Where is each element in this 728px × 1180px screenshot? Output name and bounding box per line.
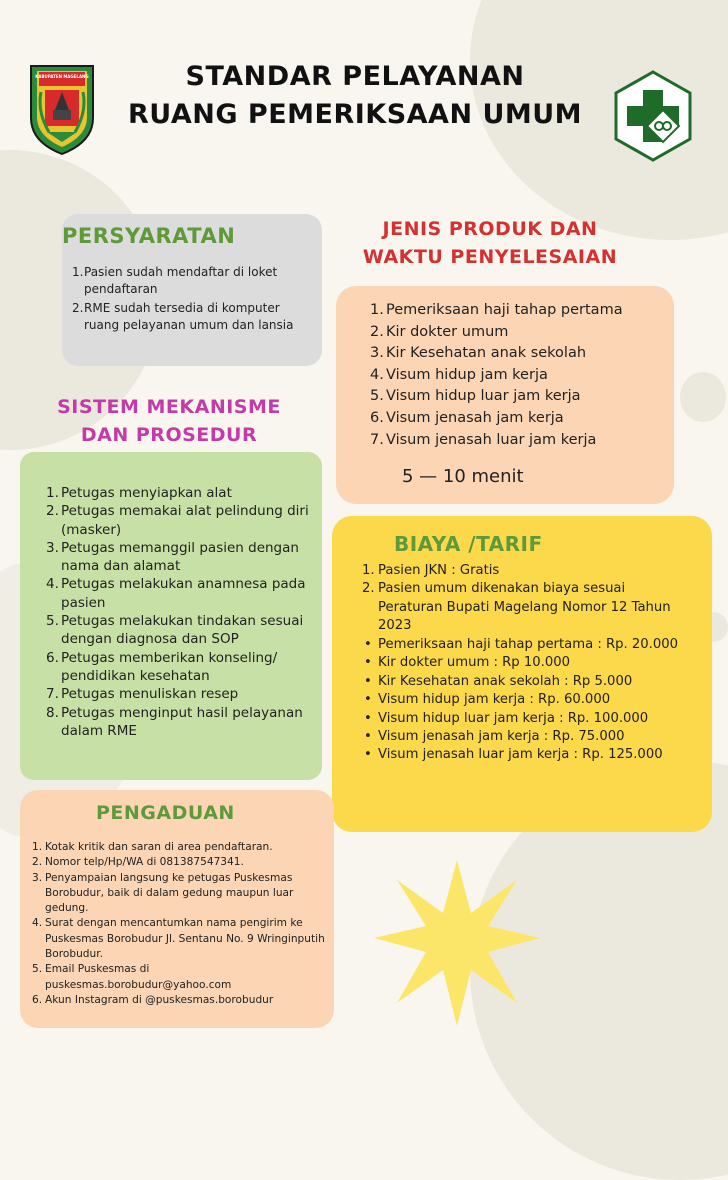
- list-number: 5.: [46, 613, 59, 630]
- list-item: [32, 840, 330, 855]
- list-item: [32, 962, 330, 993]
- list-number: 3.: [46, 539, 59, 556]
- list-item: [364, 673, 684, 691]
- pengaduan-heading: PENGADUAN: [96, 802, 235, 824]
- list-number: 8.: [46, 704, 59, 721]
- list-text: Visum jenasah jam kerja: [386, 409, 564, 426]
- list-text: Petugas menuliskan resep: [61, 686, 239, 703]
- list-item: [364, 728, 684, 746]
- biaya-numbered-list: [362, 562, 680, 636]
- list-item: [46, 612, 318, 649]
- produk-heading-line-2: WAKTU PENYELESAIAN: [362, 246, 618, 268]
- list-text: Pasien sudah mendaftar di loket pendaftaran: [84, 265, 278, 296]
- list-text: Visum hidup jam kerja : Rp. 60.000: [378, 692, 611, 708]
- list-number: 2.: [362, 581, 375, 597]
- biaya-panel: [332, 516, 712, 832]
- list-text: Kir Kesehatan anak sekolah : Rp 5.000: [378, 673, 633, 689]
- puskesmas-logo: [613, 70, 693, 162]
- list-item: [32, 871, 330, 917]
- list-item: [370, 343, 670, 365]
- persyaratan-heading: PERSYARATAN: [62, 224, 236, 248]
- list-text: Kotak kritik dan saran di area pendaftaran.: [45, 841, 273, 853]
- list-text: Visum jenasah luar jam kerja: [386, 431, 597, 448]
- list-item: [46, 649, 318, 686]
- list-number: 7.: [46, 686, 59, 703]
- list-text: Petugas melakukan tindakan sesuai dengan diagnosa dan SOP: [61, 613, 304, 648]
- bullet-icon: •: [364, 729, 372, 745]
- produk-heading-line-1: JENIS PRODUK DAN: [382, 218, 598, 240]
- biaya-heading: BIAYA /TARIF: [394, 532, 543, 556]
- produk-list: [370, 300, 670, 451]
- sistem-list: [46, 484, 318, 740]
- list-number: 1.: [370, 302, 384, 318]
- bullet-icon: •: [364, 655, 372, 671]
- list-number: 6.: [370, 409, 384, 426]
- list-item: [370, 300, 670, 322]
- list-number: 6.: [46, 649, 59, 666]
- list-text: Visum hidup luar jam kerja: [386, 388, 581, 405]
- title-line-2: RUANG PEMERIKSAAN UMUM: [127, 99, 583, 130]
- list-item: [362, 580, 680, 635]
- list-text: Visum hidup jam kerja: [386, 366, 548, 383]
- list-text: Kir dokter umum: [386, 323, 509, 340]
- list-item: [46, 539, 318, 576]
- list-number: 7.: [370, 431, 384, 448]
- list-item: [370, 430, 670, 452]
- list-item: [72, 264, 318, 298]
- list-text: Petugas memanggil pasien dengan nama dan alamat: [61, 539, 299, 575]
- star-icon: [372, 858, 542, 1028]
- list-number: 6.: [32, 993, 43, 1006]
- list-number: 2.: [46, 503, 59, 520]
- list-item: [364, 654, 684, 672]
- list-number: 1.: [32, 841, 43, 853]
- list-item: [370, 408, 670, 430]
- page-title: [100, 58, 610, 134]
- list-text: Visum hidup luar jam kerja : Rp. 100.000: [378, 710, 649, 726]
- bullet-icon: •: [364, 692, 372, 708]
- list-number: 2.: [370, 323, 384, 340]
- list-item: [32, 916, 330, 962]
- list-number: 4.: [46, 576, 59, 593]
- bullet-icon: •: [364, 637, 372, 652]
- list-text: Pemeriksaan haji tahap pertama: [386, 302, 623, 318]
- list-text: Pemeriksaan haji tahap pertama : Rp. 20.000: [378, 637, 679, 652]
- list-item: [370, 365, 670, 387]
- list-text: Visum jenasah luar jam kerja : Rp. 125.000: [378, 747, 663, 763]
- list-text: Nomor telp/Hp/WA di 081387547341.: [45, 856, 244, 869]
- background-dot-right: [680, 372, 726, 422]
- kabupaten-magelang-logo: [27, 62, 97, 156]
- bullet-icon: •: [364, 710, 372, 726]
- list-item: [370, 322, 670, 344]
- list-number: 5.: [370, 388, 384, 405]
- sistem-heading-line-2: DAN PROSEDUR: [80, 424, 258, 446]
- biaya-bullet-list: [364, 636, 684, 765]
- list-item: [364, 691, 684, 709]
- list-number: 3.: [370, 345, 384, 362]
- list-item: [46, 484, 318, 502]
- list-text: Petugas menyiapkan alat: [61, 485, 232, 501]
- produk-duration: 5 — 10 menit: [402, 466, 524, 487]
- produk-heading: [340, 215, 640, 271]
- logo-left-text: KABUPATEN MAGELANG: [35, 74, 89, 79]
- list-text: RME sudah tersedia di komputer ruang pelayanan umum dan lansia: [84, 301, 294, 332]
- list-item: [364, 636, 684, 654]
- list-number: 1.: [362, 563, 375, 578]
- list-text: Pasien umum dikenakan biaya sesuai Peraturan Bupati Magelang Nomor 12 Tahun 2023: [378, 581, 671, 634]
- list-text: Petugas memakai alat pelindung diri (masker): [61, 503, 309, 538]
- list-number: 1.: [72, 265, 84, 279]
- list-item: [46, 704, 318, 741]
- list-item: [362, 562, 680, 580]
- list-item: [364, 710, 684, 728]
- bullet-icon: •: [364, 747, 372, 763]
- list-item: [32, 855, 330, 870]
- list-item: [370, 386, 670, 408]
- list-text: Surat dengan mencantumkan nama pengirim ke Puskesmas Borobudur Jl. Sentanu No. 9 Wringinputih Borobudur.: [45, 917, 325, 961]
- list-text: Pasien JKN : Gratis: [378, 563, 500, 578]
- list-number: 3.: [32, 871, 43, 884]
- list-number: 2.: [32, 856, 43, 869]
- list-text: Visum jenasah jam kerja : Rp. 75.000: [378, 729, 625, 745]
- sistem-heading-line-1: SISTEM MEKANISME: [57, 396, 281, 418]
- persyaratan-list: [72, 264, 318, 334]
- list-item: [72, 300, 318, 334]
- list-text: Akun Instagram di @puskesmas.borobudur: [45, 993, 274, 1006]
- list-item: [46, 575, 318, 612]
- list-number: 4.: [370, 366, 384, 383]
- title-line-1: STANDAR PELAYANAN: [185, 61, 525, 92]
- sistem-panel: [20, 452, 322, 780]
- list-text: Kir Kesehatan anak sekolah: [386, 345, 587, 362]
- list-number: 1.: [46, 485, 59, 501]
- bullet-icon: •: [364, 673, 372, 689]
- list-text: Petugas menginput hasil pelayanan dalam RME: [61, 704, 303, 739]
- list-text: Email Puskesmas di puskesmas.borobudur@yahoo.com: [45, 963, 232, 991]
- persyaratan-panel: [62, 214, 322, 366]
- list-number: 5.: [32, 963, 43, 976]
- list-text: Penyampaian langsung ke petugas Puskesmas Borobudur, baik di dalam gedung maupun luar gedung.: [45, 871, 294, 915]
- list-item: [46, 502, 318, 539]
- list-text: Petugas melakukan anamnesa pada pasien: [61, 576, 306, 611]
- list-item: [364, 746, 684, 764]
- pengaduan-list: [32, 840, 330, 1008]
- list-item: [32, 993, 330, 1008]
- list-number: 4.: [32, 917, 43, 930]
- sistem-heading: [30, 393, 308, 449]
- pengaduan-panel: [20, 790, 334, 1028]
- list-text: Petugas memberikan konseling/ pendidikan kesehatan: [61, 649, 278, 684]
- list-item: [46, 685, 318, 703]
- list-number: 2.: [72, 301, 84, 315]
- list-text: Kir dokter umum : Rp 10.000: [378, 655, 571, 671]
- produk-panel: [336, 286, 674, 504]
